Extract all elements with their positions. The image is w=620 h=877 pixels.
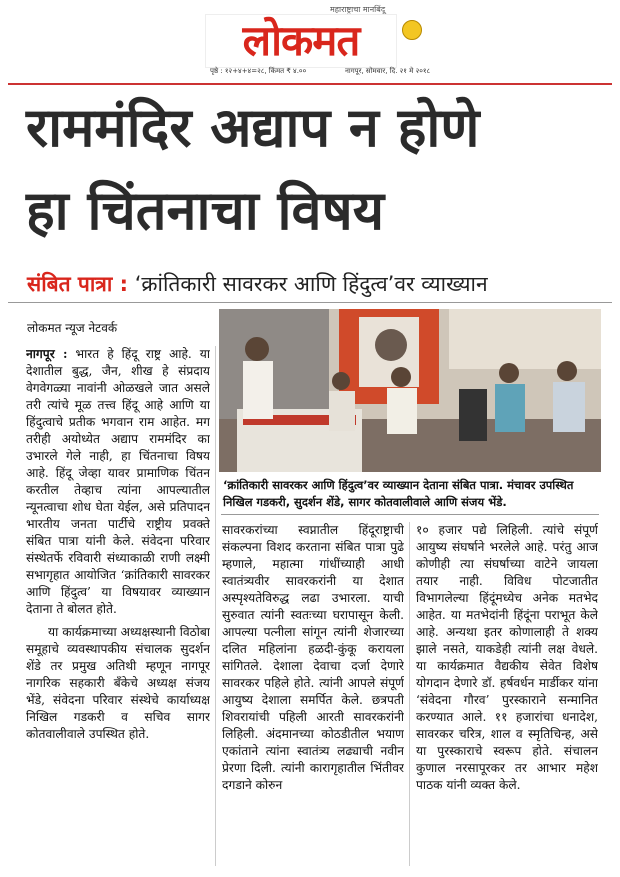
edition-pages-price: पृष्ठे : १२+४+४=२८, किंमत ₹ ४.००: [210, 67, 307, 75]
subhead-divider: [8, 302, 612, 303]
subheadline-topic: ‘क्रांतिकारी सावरकर आणि हिंदुत्व’वर व्याख्यान: [134, 272, 488, 296]
subheadline: [27, 270, 488, 298]
headline-line-2: हा चिंतनाचा विषय: [26, 179, 385, 242]
emblem-icon: [402, 20, 422, 40]
masthead-tagline: महाराष्ट्राचा मानबिंदू: [330, 5, 386, 14]
masthead: [0, 0, 620, 82]
article-column-2: सावरकरांच्या स्वप्नातील हिंदूराष्ट्राची संकल्पना विशद करताना संबित पात्रा पुढे म्हणाले, महात्मा गांधींच्याही आधी स्वातंत्र्यवीर सावरकरांनी या देशात अस्पृश्यतेविरुद्ध लढा उभारला. याची सुरुवात त्यांनी स्वतःच्या घरापासून केली. आपल्या पत्नीला सांगून त्यांनी शेजारच्या दलित महिलांना हळदी-कुंकू करायला सांगितले. देशाला देवाचा दर्जा देणारे सावरकर पहिले होते. त्यांनी आपले संपूर्ण आयुष्य देशाला समर्पित केले. छत्रपती शिवरायांची पहिली आरती सावरकरांनी लिहिली. अंदमानच्या कोठडीतील भयाण एकांताने त्यांना स्वातंत्र्य लढ्याची नवीन प्रेरणा दिली. त्यांनी कारागृहातील भिंतीवर दगडाने कोरुन: [222, 523, 404, 792]
masthead-divider: [8, 83, 612, 85]
column-divider: [409, 522, 410, 866]
byline: लोकमत न्यूज नेटवर्क: [27, 321, 118, 335]
headline-line-1: राममंदिर अद्याप न होणे: [26, 96, 480, 159]
article-column-3: १० हजार पद्ये लिहिली. त्यांचे संपूर्ण आयुष्य संघर्षाने भरलेले आहे. परंतु आज कोणीही त्या संघर्षाच्या वाटेने जायला तयार नाही. विविध पोटजातीत विभागलेल्या हिंदूंमध्येच अनेक मतभेद आहेत. या मतभेदांनी हिंदूंना पराभूत केले आहे. अन्यथा इतर कोणालाही ते शक्य झाले नसते, याकडेही त्यांनी लक्ष वेधले. या कार्यक्रमात वैद्यकीय सेवेत विशेष योगदान देणारे डॉ. हर्षवर्धन मार्डीकर यांना ‘संवेदना गौरव’ पुरस्काराने सन्मानित करण्यात आले. ११ हजारांचा धनादेश, सावरकर चरित्र, शाल व स्मृतिचिन्ह, असे या पुरस्काराचे स्वरूप होते. संचालन कुणाल नरसापूरकर तर आभार महेश पाठक यांनी व्यक्त केले.: [416, 523, 598, 792]
event-photo: [219, 309, 601, 472]
article-column-1: [26, 346, 210, 866]
photo-caption: ‘क्रांतिकारी सावरकर आणि हिंदुत्व’वर व्याख्यान देताना संबित पात्रा. मंचावर उपस्थित निखिल गडकरी, सुदर्शन शेंडे, सागर कोतवालीवाले आणि संजय भेंडे.: [223, 478, 574, 509]
subheadline-speaker: संबित पात्रा :: [27, 272, 129, 296]
article-paragraph-1: भारत हे हिंदू राष्ट्र आहे. या देशातील बुद्ध, जैन, शीख हे संप्रदाय वेगवेगळ्या नावांनी ओळखले जात असले तरी त्यांचे मूळ तत्त्व हिंदू आहे आणि या हिंदुत्वाचे प्रतीक भगवान राम आहेत. मग तरीही अयोध्येत अद्याप राममंदिर का उभारले गेले नाही, हा चिंतनाचा विषय आहे. हिंदू जेव्हा यावर प्रामाणिक चिंतन करतील तेव्हाच त्यांना आपल्यातील न्यूनत्वाचा शोध घेता येईल, असे प्रतिपादन भारतीय जनता पार्टीचे राष्ट्रीय प्रवक्ते संबित पात्रा यांनी केले. संवेदना परिवार संस्थेतर्फे रविवारी संध्याकाळी राणी लक्ष्मी सभागृहात आयोजित ‘क्रांतिकारी सावरकर आणि हिंदुत्व’ या विषयावर व्याख्यान देताना ते बोलत होते.: [26, 347, 210, 616]
edition-date: नागपूर, सोमवार, दि. २१ मे २०१८: [345, 67, 431, 75]
caption-divider: [221, 514, 599, 515]
article-paragraph-2: या कार्यक्रमाच्या अध्यक्षस्थानी विठोबा समूहाचे व्यवस्थापकीय संचालक सुदर्शन शेंडे तर प्रमुख अतिथी म्हणून नागपूर नागरिक सहकारी बँकेचे अध्यक्ष संजय भेंडे, संवेदना परिवार संस्थेचे कार्याध्यक्ष निखिल गडकरी व सचिव सागर कोतवालीवाले उपस्थित होते.: [26, 625, 210, 741]
column-divider: [215, 346, 216, 866]
newspaper-logo: लोकमत: [205, 14, 397, 68]
dateline-place: नागपूर :: [26, 347, 68, 361]
event-photo-illustration: [219, 309, 601, 472]
